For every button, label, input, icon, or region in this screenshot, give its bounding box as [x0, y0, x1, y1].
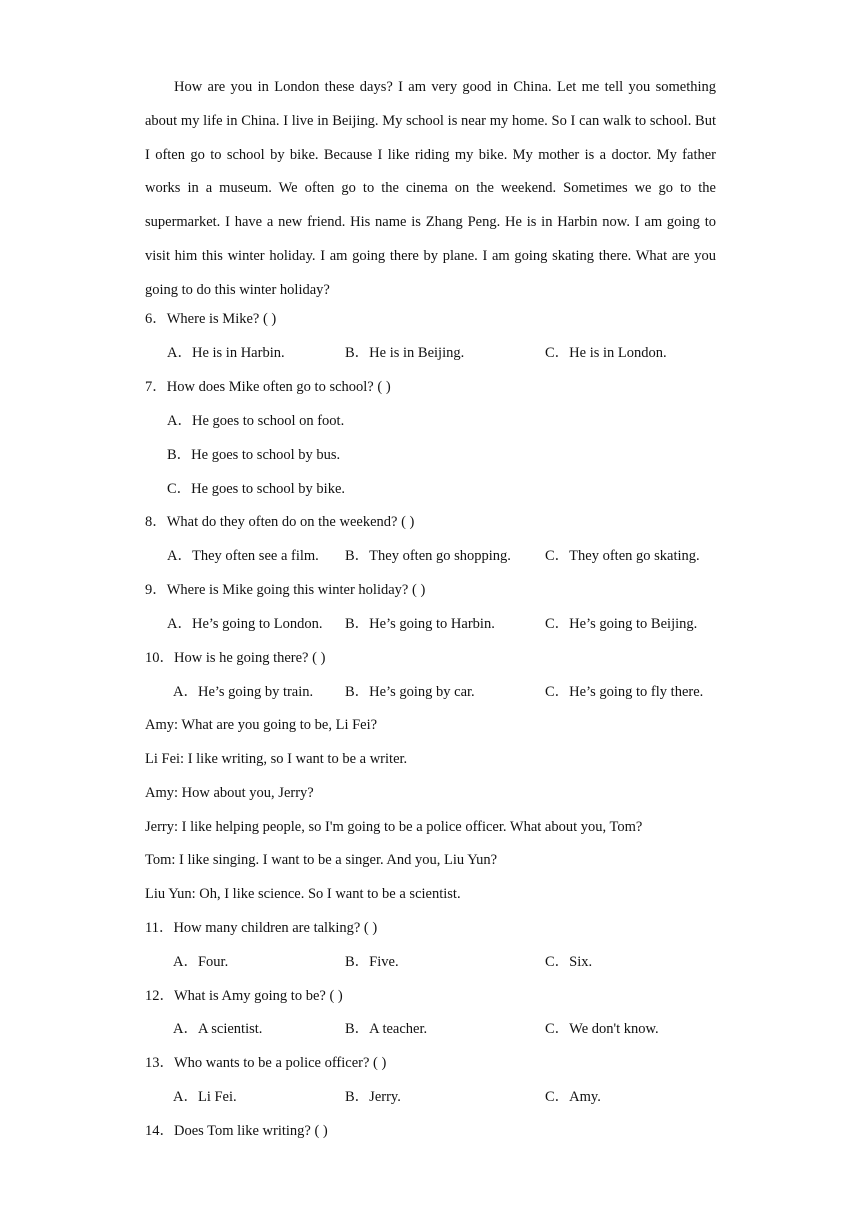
question-8: 8．What do they often do on the weekend? ( )	[145, 514, 415, 530]
question-7-option-a: A．He goes to school on foot.	[167, 413, 345, 429]
question-12-option-c: C．We don't know.	[545, 1021, 659, 1037]
dialogue-line: Amy: What are you going to be, Li Fei?	[145, 717, 378, 733]
dialogue-line: Li Fei: I like writing, so I want to be a writer.	[145, 751, 408, 767]
question-11-option-c: C．Six.	[545, 954, 593, 970]
dialogue-line: Amy: How about you, Jerry?	[145, 785, 314, 801]
question-12-option-b: B．A teacher.	[345, 1021, 428, 1037]
dialogue-line: Liu Yun: Oh, I like science. So I want to be a scientist.	[145, 886, 461, 902]
question-11-option-a: A．Four.	[173, 954, 229, 970]
question-7: 7．How does Mike often go to school? ( )	[145, 379, 391, 395]
question-6-option-b: B．He is in Beijing.	[345, 345, 465, 361]
question-8-option-a: A．They often see a film.	[167, 548, 319, 564]
question-11: 11．How many children are talking? ( )	[145, 920, 378, 936]
question-10-option-b: B．He’s going by car.	[345, 684, 475, 700]
question-9-option-a: A．He’s going to London.	[167, 616, 323, 632]
dialogue-line: Tom: I like singing. I want to be a singer. And you, Liu Yun?	[145, 852, 498, 868]
question-9-option-c: C．He’s going to Beijing.	[545, 616, 698, 632]
question-9: 9．Where is Mike going this winter holiday? ( )	[145, 582, 426, 598]
question-8-option-c: C．They often go skating.	[545, 548, 700, 564]
question-11-option-b: B．Five.	[345, 954, 399, 970]
question-6-option-a: A．He is in Harbin.	[167, 345, 285, 361]
question-7-option-c: C．He goes to school by bike.	[167, 481, 346, 497]
question-10-option-a: A．He’s going by train.	[173, 684, 314, 700]
reading-passage: How are you in London these days? I am very good in China. Let me tell you something about my life in China. I live in Beijing. My school is near my home. So I can walk to school. But I often go to school by bike. Because I like riding my bike. My mother is a doctor. My father works in a museum. We often go to the cinema on the weekend. Sometimes we go to the supermarket. I have a new friend. His name is Zhang Peng. He is in Harbin now. I am going to visit him this winter holiday. I am going there by plane. I am going skating there. What are you going to do this winter holiday?	[145, 79, 716, 298]
question-12: 12．What is Amy going to be? ( )	[145, 988, 343, 1004]
question-13-option-c: C．Amy.	[545, 1089, 601, 1105]
question-10: 10．How is he going there? ( )	[145, 650, 326, 666]
dialogue-line: Jerry: I like helping people, so I'm going to be a police officer. What about you, Tom?	[145, 819, 643, 835]
question-14: 14．Does Tom like writing? ( )	[145, 1123, 328, 1139]
question-13-option-a: A．Li Fei.	[173, 1089, 237, 1105]
question-9-option-b: B．He’s going to Harbin.	[345, 616, 495, 632]
question-8-option-b: B．They often go shopping.	[345, 548, 511, 564]
question-6-option-c: C．He is in London.	[545, 345, 667, 361]
question-13-option-b: B．Jerry.	[345, 1089, 401, 1105]
question-10-option-c: C．He’s going to fly there.	[545, 684, 704, 700]
question-13: 13．Who wants to be a police officer? ( )	[145, 1055, 387, 1071]
question-12-option-a: A．A scientist.	[173, 1021, 263, 1037]
question-7-option-b: B．He goes to school by bus.	[167, 447, 341, 463]
question-6: 6．Where is Mike? ( )	[145, 311, 277, 327]
